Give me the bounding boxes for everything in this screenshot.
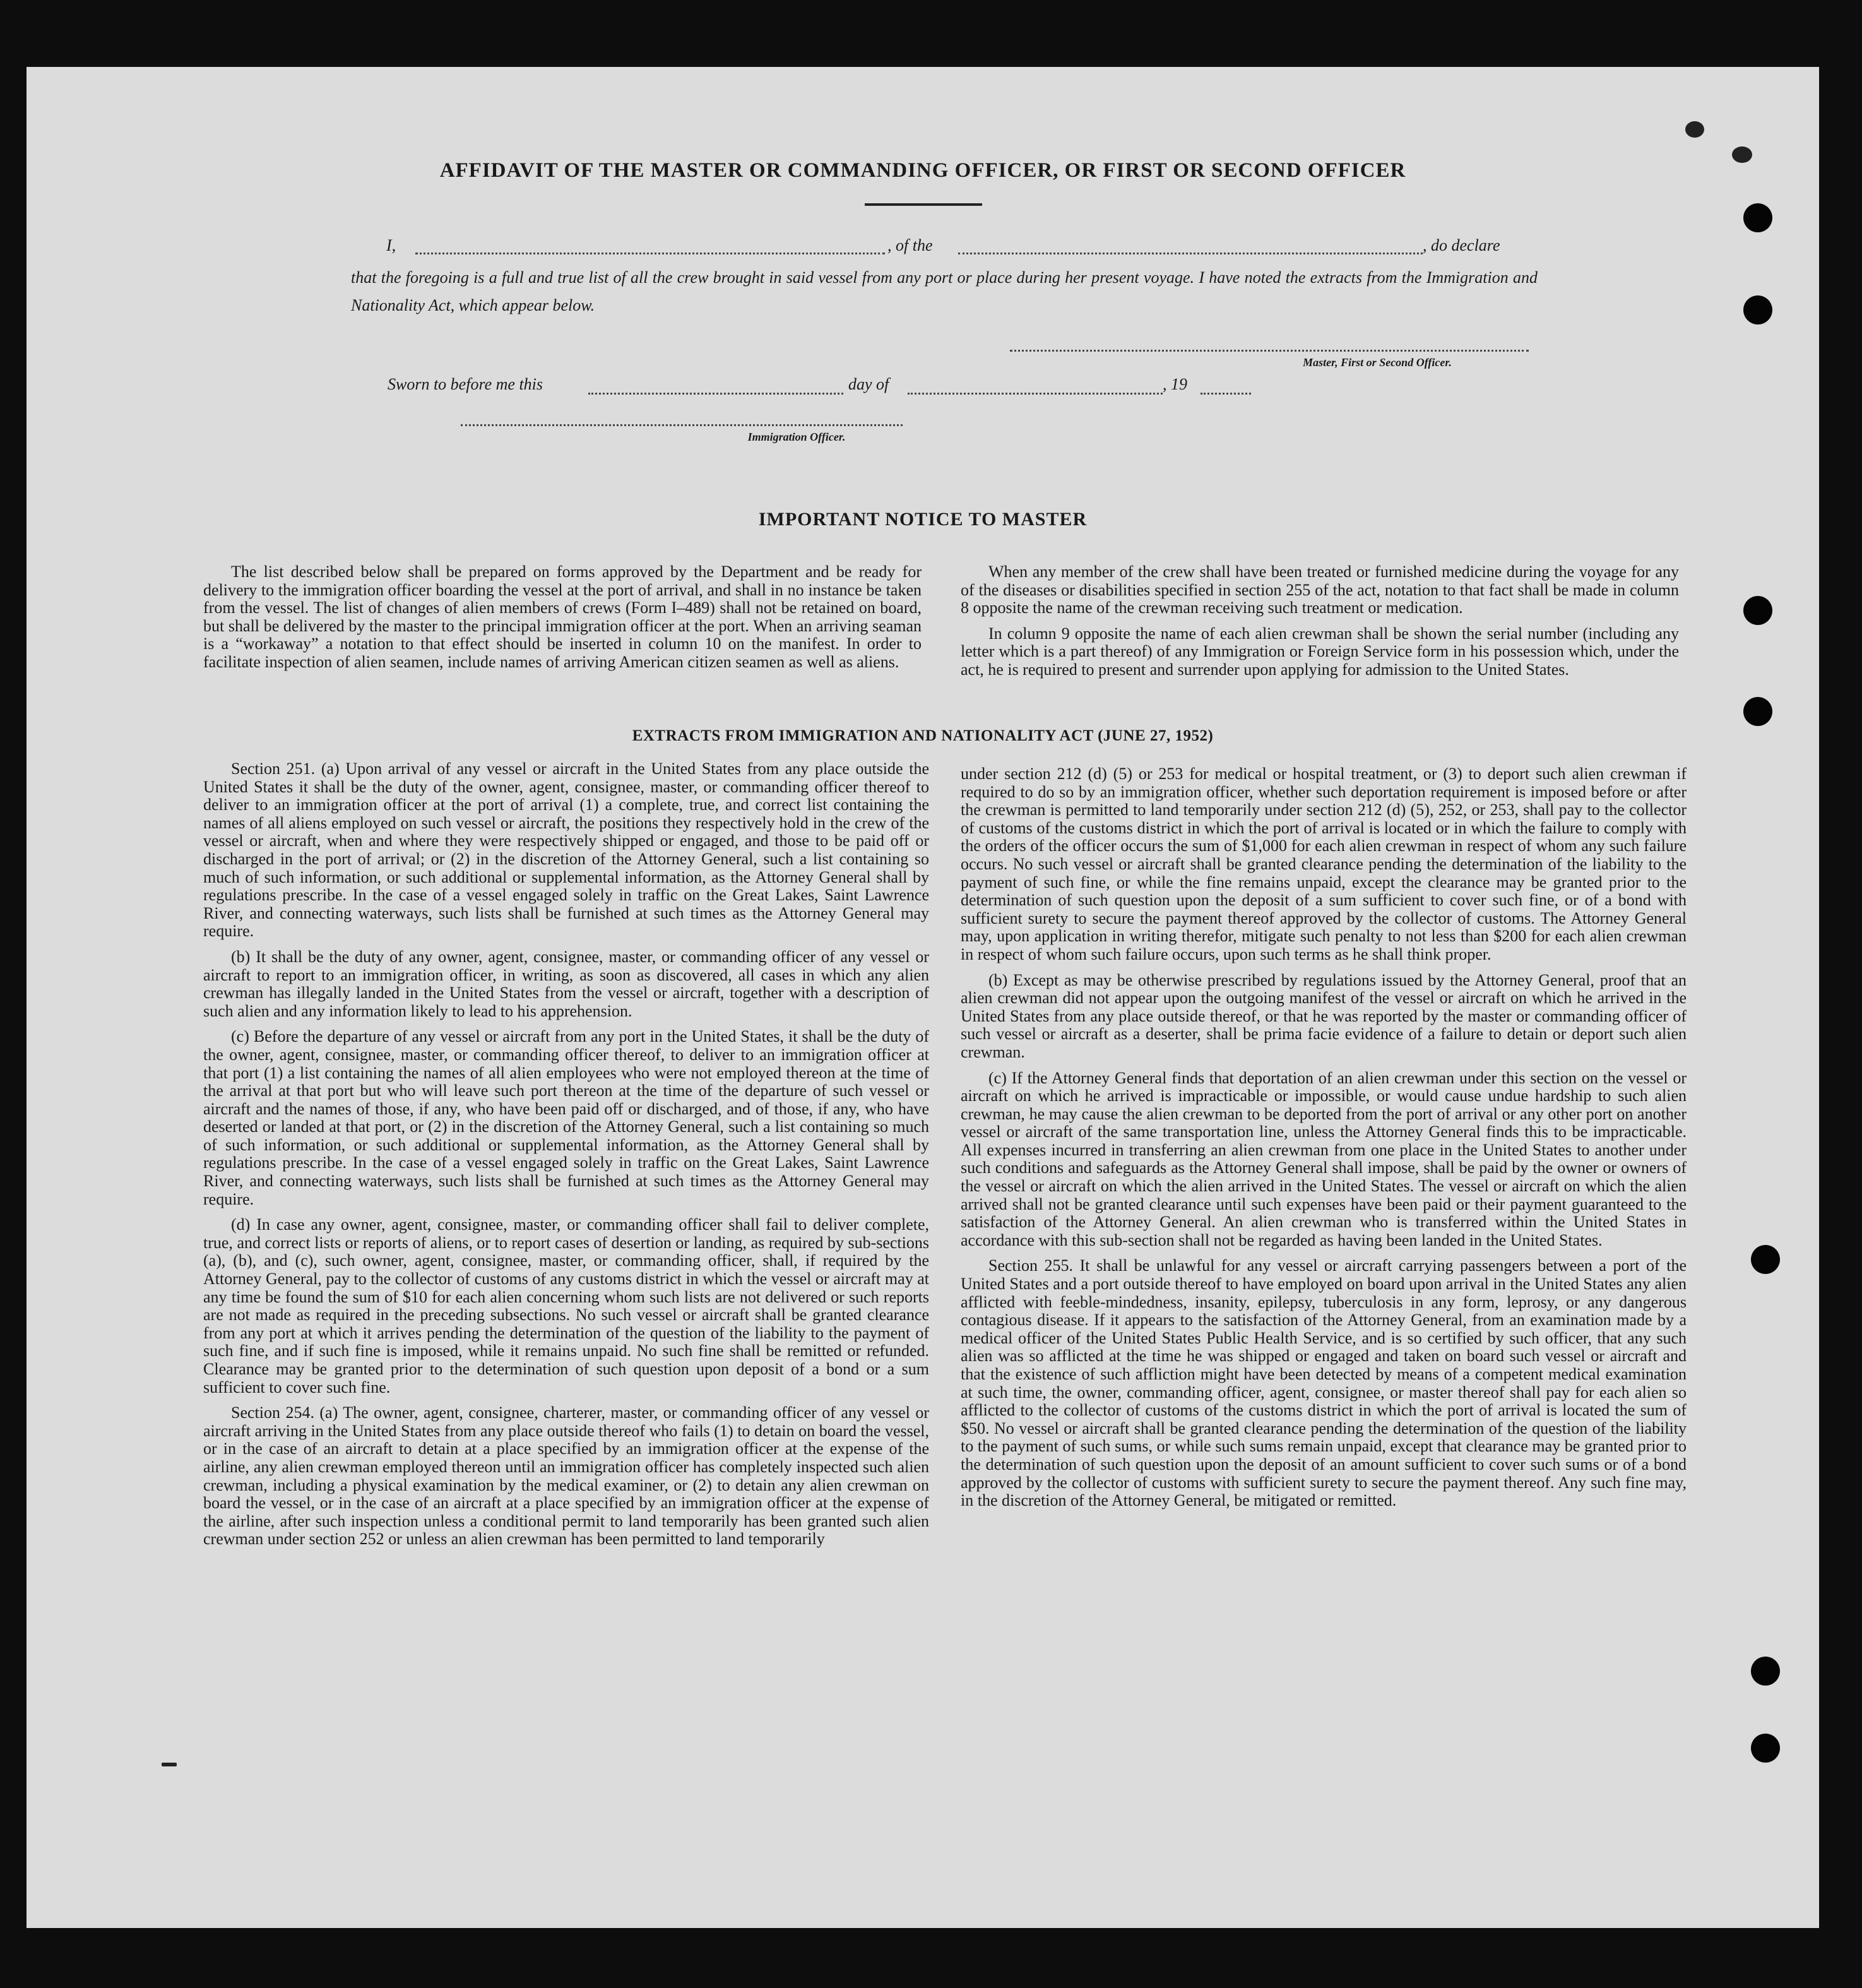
punch-hole [1743,203,1772,232]
sworn-label: Sworn to before me this [388,375,543,393]
officer-signature-line [461,424,903,426]
name-blank [415,253,885,254]
master-signature-label: Master, First or Second Officer. [1303,356,1452,369]
officer-signature-label: Immigration Officer. [747,431,846,443]
sworn-day-blank [588,393,843,395]
punch-hole [1743,596,1772,625]
punch-hole [1751,1657,1780,1686]
scan-smudge [1685,121,1704,138]
extract-paragraph: Section 251. (a) Upon arrival of any vessel or aircraft in the United States from any place outside the United States it shall be the duty of the owner, agent, consignee, master, or commanding officer thereof to deliver to an immigration officer at the port of arrival (1) a complete, true, and correct list containing the names of all aliens employed on such vessel or aircraft, the positions they respectively hold in the crew of the vessel or aircraft, when and where they were respectively shipped or engaged, and those to be paid off or discharged in the port of arrival; or (2) in the discretion of the Attorney General, such a list containing so much of such information, or such additional or supplemental information, as the Attorney General shall by regulations prescribe. In the case of a vessel engaged solely in traffic on the Great Lakes, Saint Lawrence River, and connecting waterways, such lists shall be furnished at such times as the Attorney General may require. [203,759,929,941]
document-page [27,67,1819,1928]
extracts-left-column [203,760,929,1556]
notice-paragraph: The list described below shall be prepared on forms approved by the Department and be ready for delivery to the immigration officer boarding the vessel at the port of arrival, and shall in no instance be taken from the vessel. The list of changes of alien members of crews (Form I–489) shall not be retained on board, but shall be delivered by the master to the principal immigration officer at the port. When an arriving seaman is a “workaway” a notation to that effect should be inserted in column 10 on the manifest. In order to facilitate inspection of alien seamen, include names of arriving American citizen seamen as well as aliens. [203,562,922,671]
vessel-blank [958,253,1423,254]
extract-paragraph: (b) Except as may be otherwise prescribed by regulations issued by the Attorney General, proof that an alien crewman did not appear upon the outgoing manifest of the vessel or aircraft on which he arrived in the United States from any place outside thereof, or that he was reported by the master or commanding officer of such vessel or aircraft as a deserter, shall be prima facie evidence of a failure to detain or deport such alien crewman. [961,970,1687,1061]
affidavit-title: AFFIDAVIT OF THE MASTER OR COMMANDING OFFICER, OR FIRST OR SECOND OFFICER [439,159,1406,182]
notice-title: IMPORTANT NOTICE TO MASTER [758,509,1088,530]
punch-hole [1743,697,1772,726]
title-rule [865,203,982,206]
extract-paragraph: (d) In case any owner, agent, consignee, master, or commanding officer shall fail to deliver complete, true, and correct lists or reports of aliens, or to report cases of desertion or landing, as required by sub-sections (a), (b), and (c), such owner, agent, consignee, master, or commanding officer, shall, if required by the Attorney General, pay to the collector of customs of any customs district in which the vessel or aircraft may at any time be found the sum of $10 for each alien concerning whom such lists are not delivered or such reports are not made as required in the preceding subsections. No such vessel or aircraft shall be granted clearance from any port at which it arrives pending the determination of the question of the liability to the payment of such fine, and if such fine is imposed, while it remains unpaid. No such fine shall be remitted or refunded. Clearance may be granted prior to the determination of such question upon deposit of a bond or a sum sufficient to cover such fine. [203,1215,929,1396]
extract-paragraph: (c) If the Attorney General finds that deportation of an alien crewman under this section on the vessel or aircraft on which he arrived is impracticable or impossible, or would cause undue hardship to such alien crewman, he may cause the alien crewman to be deported from the port of arrival or any other port on another vessel or aircraft of the same transportation line, unless the Attorney General finds this to be impracticable. All expenses incurred in transferring an alien crewman from one place in the United States to another under such conditions and safeguards as the Attorney General shall impose, shall be paid by the owner or owners of the vessel or aircraft on which the alien arrived in the United States. The vessel or aircraft on which the alien arrived shall not be granted clearance until such expenses have been paid or their payment guaranteed to the satisfaction of the Attorney General. An alien crewman who is transferred within the United States in accordance with this sub-section shall not be regarded as having been landed in the United States. [961,1068,1687,1249]
affidavit-do-declare: , do declare [1423,236,1500,254]
punch-hole [1751,1734,1780,1763]
extract-paragraph: Section 254. (a) The owner, agent, consignee, charterer, master, or commanding officer of any vessel or aircraft arriving in the United States from any place outside thereof who fails (1) to detain on board the vessel, or in the case of an aircraft to detain at a place specified by an immigration officer at the expense of the airline, any alien crewman employed thereon until an immigration officer has completely inspected such alien crewman, including a physical examination by the medical examiner, or (2) to detain any alien crewman on board the vessel, or in the case of an aircraft at a place specified by an immigration officer at the expense of the airline, after such inspection unless a conditional permit to land temporarily has been granted such alien crewman under section 252 or unless an alien crewman has been permitted to land temporarily [203,1403,929,1549]
notice-right-column [961,563,1679,687]
extracts-right-column [961,765,1687,1518]
day-of-label: day of [848,375,889,393]
extract-paragraph: under section 212 (d) (5) or 253 for medical or hospital treatment, or (3) to deport such alien crewman if required to do so by an immigration officer, whether such deportation requirement is imposed before or after the crewman is permitted to land temporarily under section 212 (d) (5), 252, or 253, shall pay to the collector of customs of the customs district in which the port of arrival is located or in which the failure to comply with the orders of the officer occurs the sum of $1,000 for each alien crewman in respect of whom any such failure occurs. No such vessel or aircraft shall be granted clearance pending the determination of the liability to the payment of such fine, or while the fine remains unpaid, except the clearance may be granted prior to the determination of such question upon the deposit of a sum sufficient to cover such fine, or of a bond with sufficient surety to secure the payment thereof approved by the collector of customs. The Attorney General may, upon application in writing therefor, mitigate such penalty to not less than $200 for each alien crewman in respect of whom such failure occurs, upon such terms as he shall think proper. [961,765,1687,963]
extract-paragraph: (c) Before the departure of any vessel or aircraft from any port in the United States, it shall be the duty of the owner, agent, consignee, master, or commanding officer thereof, to deliver to an immigration officer at that port (1) a list containing the names of all alien employees who were not employed thereon at the time of the arrival at that port but who will leave such port thereon at the time of the departure of such vessel or aircraft and the names of those, if any, who have been paid off or discharged, and of those, if any, who have deserted or landed at that port, or (2) in the discretion of the Attorney General, such a list containing so much of such information, or such additional or supplemental information, as the Attorney General shall by regulations prescribe. In the case of a vessel engaged solely in traffic on the Great Lakes, Saint Lawrence River, and connecting waterways, such lists shall be furnished at such times as the Attorney General may require. [203,1027,929,1208]
scan-smudge [1732,146,1752,163]
affidavit-of-the: , of the [887,236,933,254]
affidavit-body: that the foregoing is a full and true list of all the crew brought in said vessel from any port or place during her present voyage. I have noted the extracts from the Immigration and Nationality Act, which appear below. [351,268,1538,314]
extracts-title: EXTRACTS FROM IMMIGRATION AND NATIONALITY ACT (JUNE 27, 1952) [632,727,1214,744]
master-signature-line [1010,350,1529,352]
punch-hole [1751,1245,1780,1274]
notice-paragraph: In column 9 opposite the name of each alien crewman shall be shown the serial number (including any letter which is a part thereof) of any Immigration or Foreign Service form in his possession which, under the act, he is required to present and surrender upon applying for admission to the United States. [961,624,1679,679]
month-blank [908,393,1163,395]
year-prefix: , 19 [1163,375,1187,393]
extract-paragraph: Section 255. It shall be unlawful for any vessel or aircraft carrying passengers between a port of the United States and a port outside thereof to have employed on board upon arrival in the United States any alien afflicted with feeble-mindedness, insanity, epilepsy, tuberculosis in any form, leprosy, or any dangerous contagious disease. If it appears to the satisfaction of the Attorney General, from an examination made by a medical officer of the United States Public Health Service, and is so certified by such officer, that any such alien was so afflicted at the time he was shipped or engaged and taken on board such vessel or aircraft and that the existence of such affliction might have been detected by means of a competent medical examination at such time, the owner, commanding officer, agent, consignee, or master thereof shall pay for each alien so afflicted to the collector of customs of the customs district in which the port of arrival is located the sum of $50. No vessel or aircraft shall be granted clearance pending the determination of the question of the liability to the payment of such sums, or while such sums remain unpaid, except that clearance may be granted prior to the determination of such question upon the deposit of an amount sufficient to cover such sums or of a bond approved by the collector of customs with sufficient surety to secure the payment thereof. Any such fine may, in the discretion of the Attorney General, be mitigated or remitted. [961,1256,1687,1510]
punch-hole [1743,295,1772,324]
scan-mark [162,1763,177,1766]
notice-paragraph: When any member of the crew shall have been treated or furnished medicine during the voyage for any of the diseases or disabilities specified in section 255 of the act, notation to that fact shall be made in column 8 opposite the name of the crewman receiving such treatment or medication. [961,562,1679,617]
extract-paragraph: (b) It shall be the duty of any owner, agent, consignee, master, or commanding officer of any vessel or aircraft to report to an immigration officer, in writing, as soon as discovered, all cases in which any alien crewman has illegally landed in the United States from the vessel or aircraft, together with a description of such alien and any information likely to lead to his apprehension. [203,947,929,1020]
year-blank [1201,393,1251,395]
notice-left-column [203,563,922,679]
affidavit-i: I, [386,236,396,254]
